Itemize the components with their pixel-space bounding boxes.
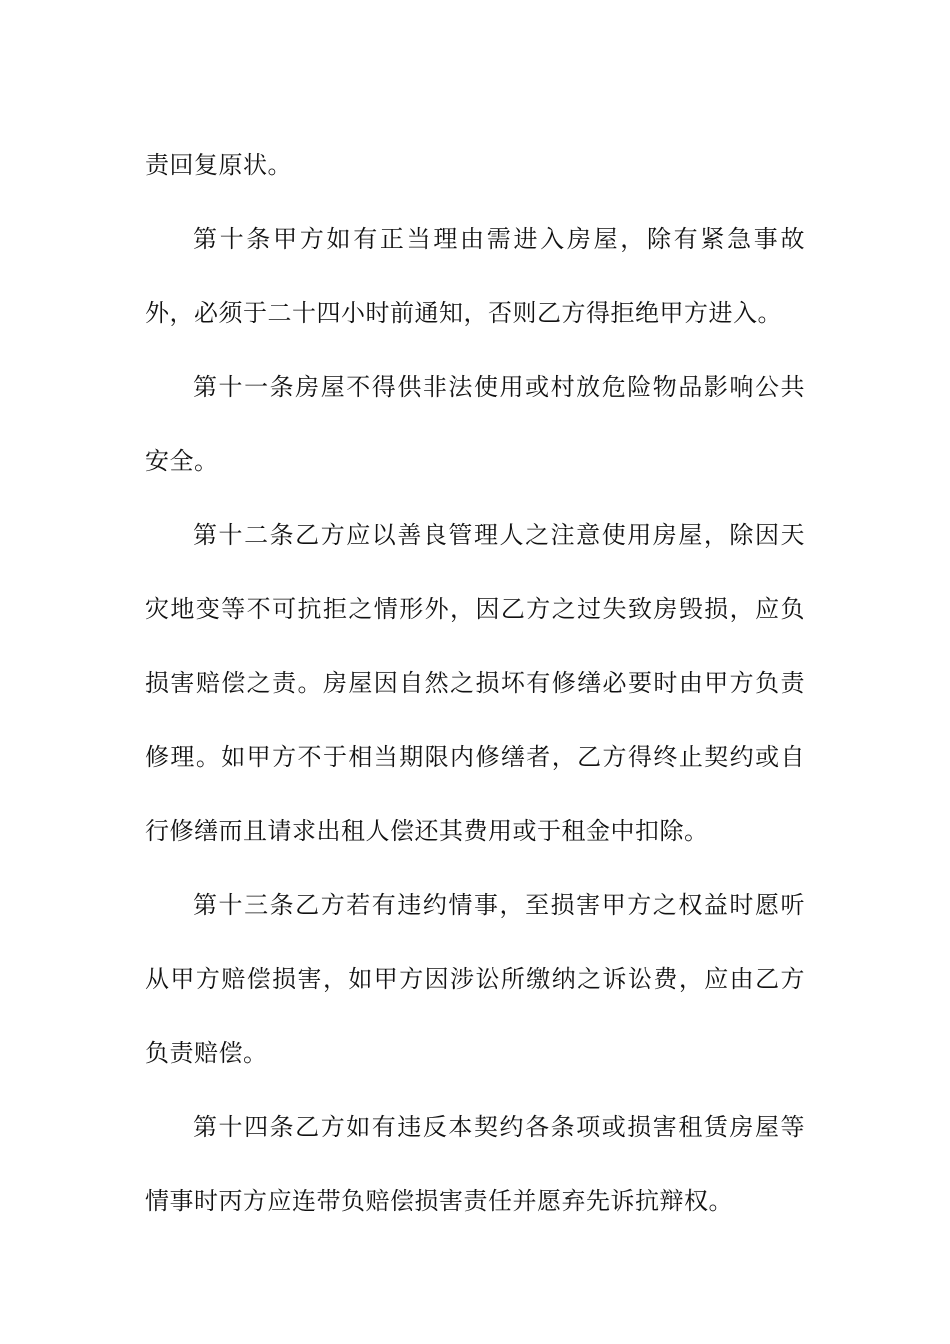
paragraph-article-14: 第十四条乙方如有违反本契约各条项或损害租赁房屋等情事时丙方应连带负赔偿损害责任并愿弃先诉抗辩权。: [145, 1113, 805, 1215]
paragraph-article-11: 第十一条房屋不得供非法使用或村放危险物品影响公共安全。: [145, 373, 805, 475]
paragraph-article-13: 第十三条乙方若有违约情事，至损害甲方之权益时愿听从甲方赔偿损害，如甲方因涉讼所缴纳之诉讼费，应由乙方负责赔偿。: [145, 891, 805, 1067]
document-body: [145, 128, 805, 1238]
paragraph-continuation: 责回复原状。: [145, 151, 292, 179]
paragraph-article-12: 第十二条乙方应以善良管理人之注意使用房屋，除因天灾地变等不可抗拒之情形外，因乙方之过失致房毁损，应负损害赔偿之责。房屋因自然之损坏有修缮必要时由甲方负责修理。如甲方不于相当期限内修缮者，乙方得终止契约或自行修缮而且请求出租人偿还其费用或于租金中扣除。: [145, 521, 805, 845]
paragraph-article-10: 第十条甲方如有正当理由需进入房屋，除有紧急事故外，必须于二十四小时前通知，否则乙方得拒绝甲方进入。: [145, 225, 805, 327]
